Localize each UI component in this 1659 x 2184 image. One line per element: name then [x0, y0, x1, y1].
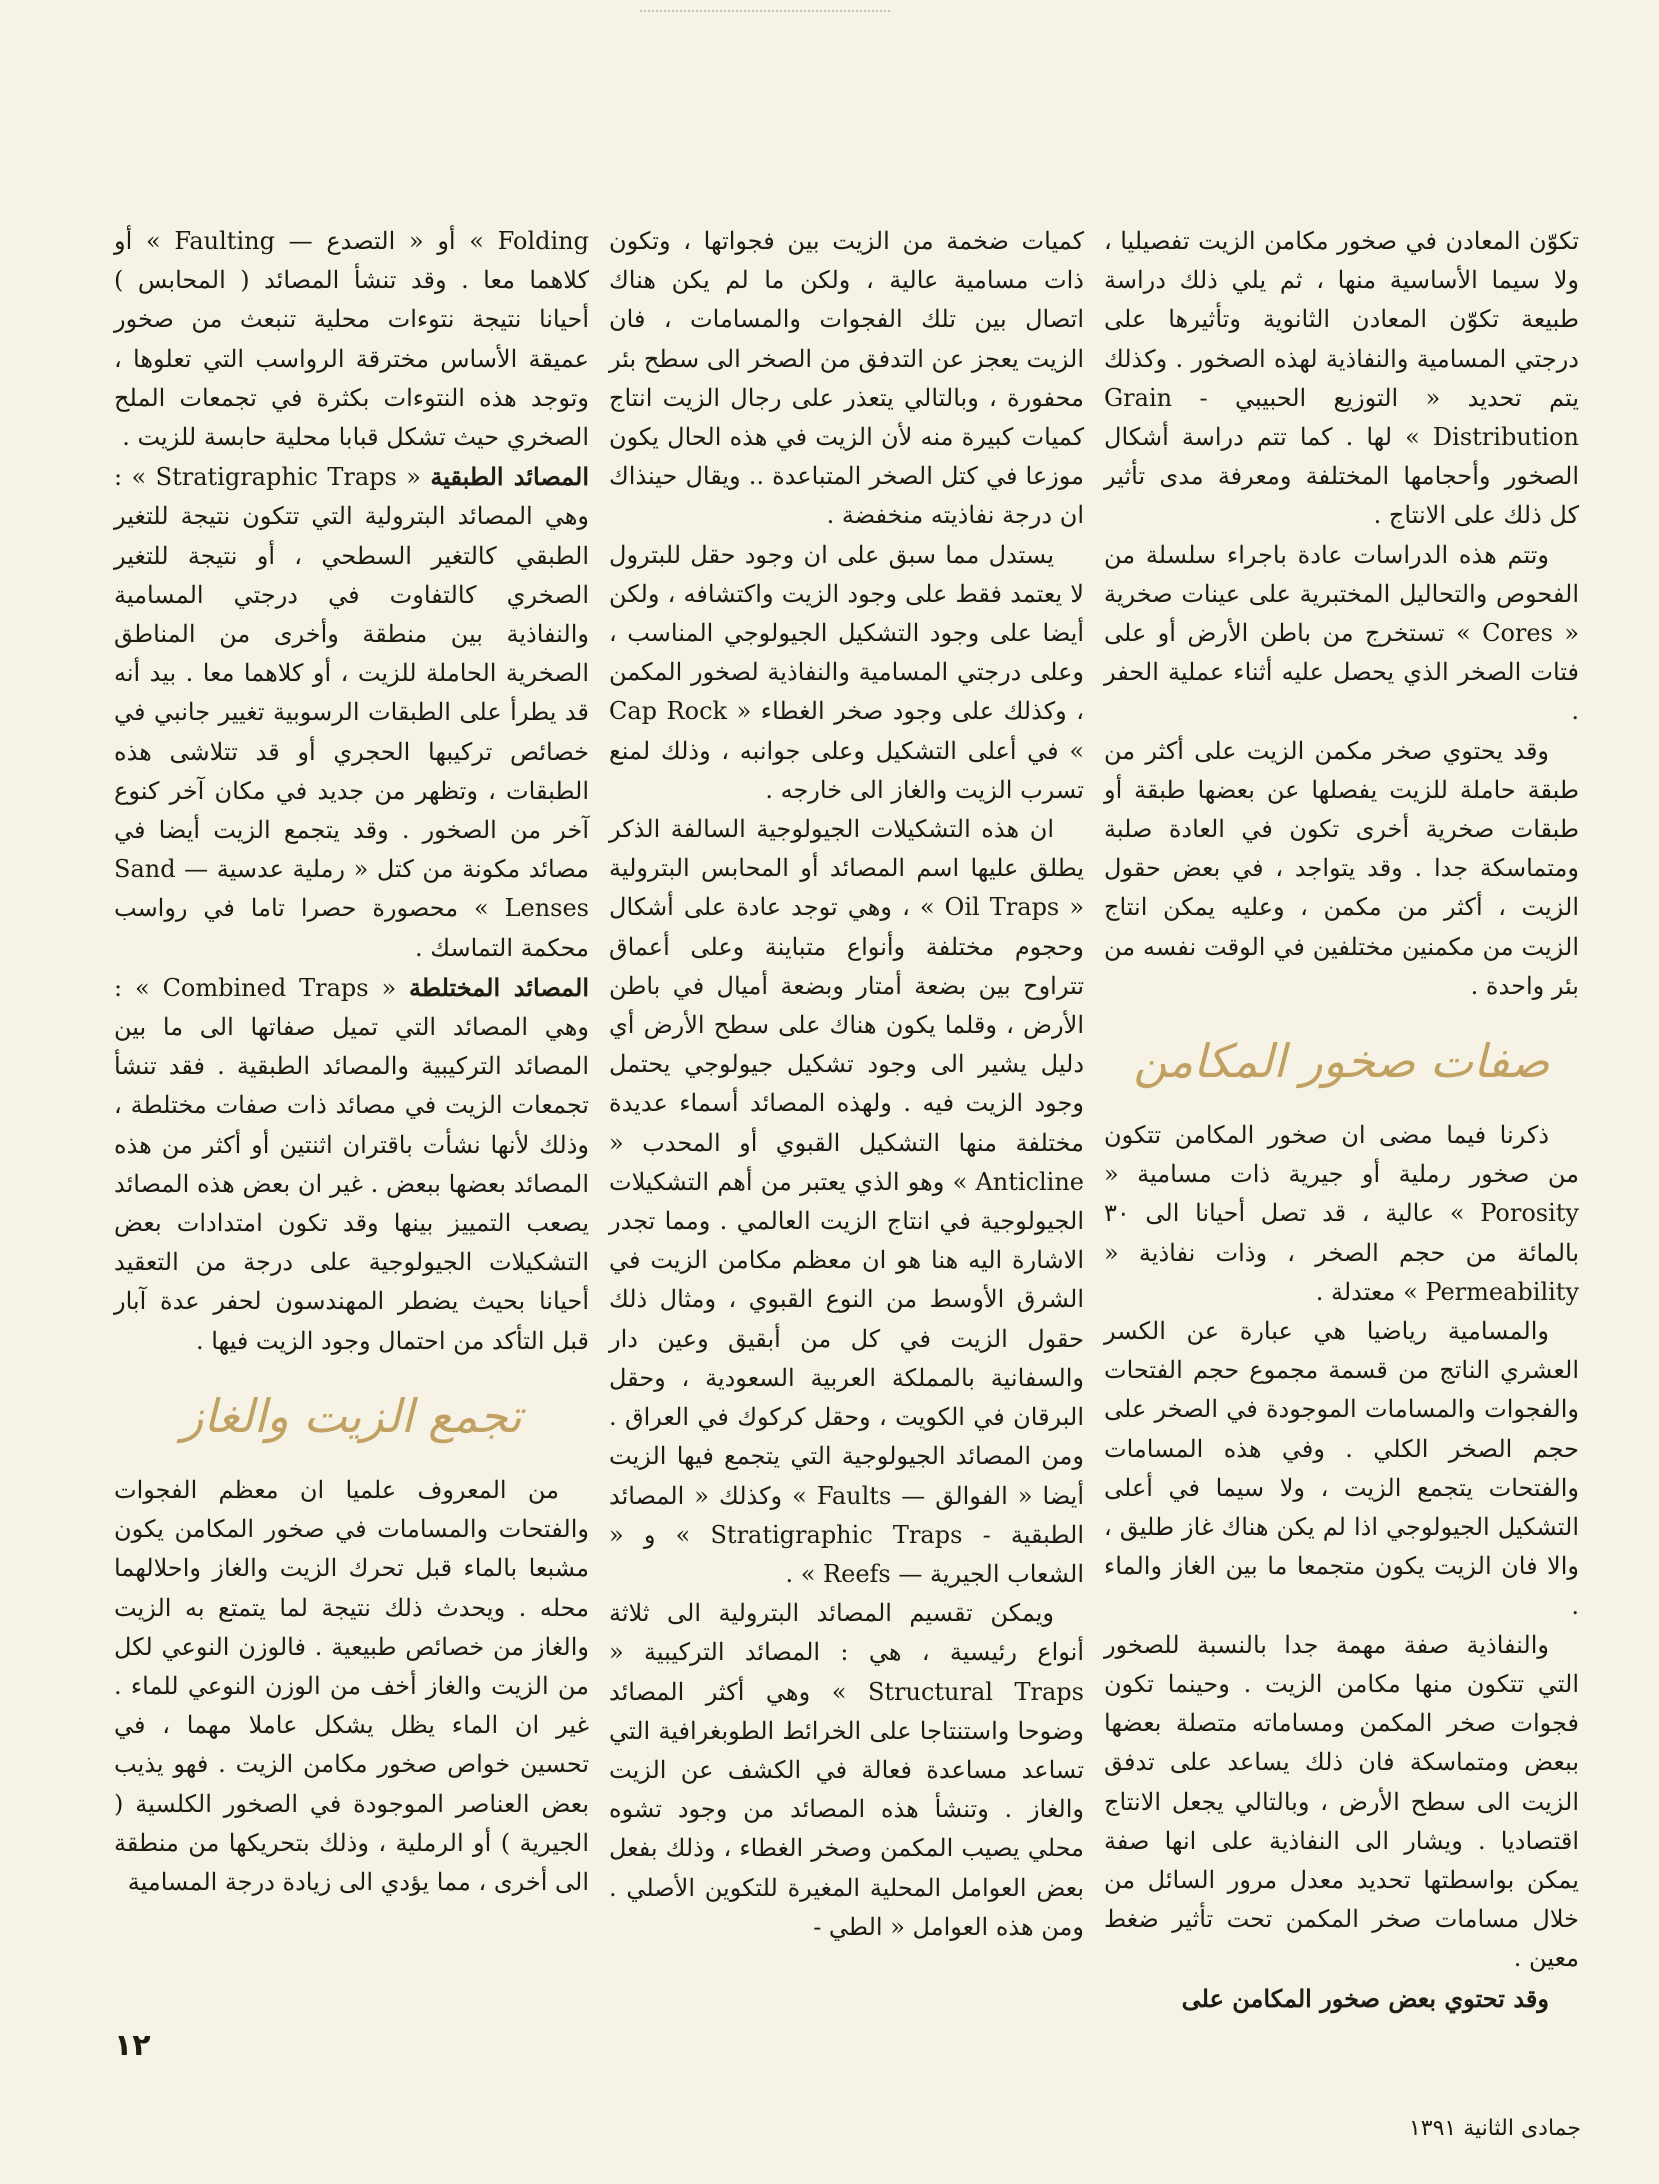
paragraph: Folding » أو « التصدع — Faulting » أو كلاهما معا . وقد تنشأ المصائد ( المحابس ) أحيانا نتيجة نتوءات محلية تنبعث من صخور عميقة الأساس مخترقة الرواسب التي تعلوها ، وتوجد هذه النتوءات بكثرة في تجمعات الملح الصخري حيث تشكل قبابا محلية حابسة للزيت . — [114, 227, 589, 452]
column-middle — [609, 222, 1084, 1947]
column-right — [1104, 222, 1579, 2018]
paragraph: ان هذه التشكيلات الجيولوجية السالفة الذكر يطلق عليها اسم المصائد أو المحابس البترولية « Oil Traps » ، وهي توجد عادة على أشكال وحجوم مختلفة وأنواع متباينة وعلى أعماق تتراوح بين بضعة أمتار وبضعة أميال في باطن الأرض ، وقلما يكون هناك على سطح الأرض أي دليل يشير الى وجود تشكيل جيولوجي يحتمل وجود الزيت فيه . ولهذه المصائد أسماء عديدة مختلفة منها التشكيل القبوي أو المحدب « Anticline » وهو الذي يعتبر من أهم التشكيلات الجيولوجية في انتاج الزيت العالمي . ومما تجدر الاشارة اليه هنا هو ان معظم مكامن الزيت في الشرق الأوسط من النوع القبوي ، ومثال ذلك حقول الزيت في كل من أبقيق وعين دار والسفانية بالمملكة العربية السعودية ، وحقل البرقان في الكويت ، وحقل كركوك في العراق . ومن المصائد الجيولوجية التي يتجمع فيها الزيت أيضا « الفوالق — Faults » وكذلك « المصائد الطبقية - Stratigraphic Traps » و « الشعاب الجيرية — Reefs » . — [609, 815, 1085, 1588]
paragraph: تكوّن المعادن في صخور مكامن الزيت تفصيليا ، ولا سيما الأساسية منها ، ثم يلي ذلك دراسة طبيعة تكوّن المعادن الثانوية وتأثيرها على درجتي المسامية والنفاذية لهذه الصخور . وكذلك يتم تحديد « التوزيع الحبيبي - Grain Distribution » لها . كما تتم دراسة أشكال الصخور وأحجامها المختلفة ومعرفة مدى تأثير كل ذلك على الانتاج . — [1104, 227, 1579, 530]
paragraph: والنفاذية صفة مهمة جدا بالنسبة للصخور التي تتكون منها مكامن الزيت . وحينما تكون فجوات صخر المكمن ومساماته متصلة بعضها ببعض ومتماسكة فان ذلك يساعد على تدفق الزيت الى سطح الأرض ، وبالتالي يجعل الانتاج اقتصاديا . ويشار الى النفاذية على انها صفة يمكن بواسطتها تحديد معدل مرور السائل من خلال مسامات صخر المكمن تحت تأثير ضغط معين . — [1104, 1630, 1579, 1973]
paragraph: من المعروف علميا ان معظم الفجوات والفتحات والمسامات في صخور المكامن يكون مشبعا بالماء قبل تحرك الزيت والغاز واحلالهما محله . ويحدث ذلك نتيجة لما يتمتع به الزيت والغاز من خصائص طبيعية . فالوزن النوعي لكل من الزيت والغاز أخف من الوزن النوعي للماء . غير ان الماء يظل يشكل عاملا مهما ، في تحسين خواص صخور مكامن الزيت . فهو يذيب بعض العناصر الموجودة في الصخور الكلسية ( الجيرية ) أو الرملية ، وذلك بتحريكها من منطقة الى أخرى ، مما يؤدي الى زيادة درجة المسامية — [114, 1475, 589, 1896]
paragraph: كميات ضخمة من الزيت بين فجواتها ، وتكون ذات مسامية عالية ، ولكن ما لم يكن هناك اتصال بين تلك الفجوات والمسامات ، فان الزيت يعجز عن التدفق من الصخر الى سطح بئر محفورة ، وبالتالي يتعذر على رجال الزيت انتاج كميات كبيرة منه لأن الزيت في هذه الحال يكون موزعا في كتل الصخر المتباعدة .. ويقال حينذاك ان درجة نفاذيته منخفضة . — [609, 227, 1084, 530]
paragraph: وقد تحتوي بعض صخور المكامن على — [1181, 1983, 1549, 2013]
paragraph: وتتم هذه الدراسات عادة باجراء سلسلة من الفحوص والتحاليل المختبرية على عينات صخرية « Cores » تستخرج من باطن الأرض أو على فتات الصخر الذي يحصل عليه أثناء عملية الحفر . — [1104, 540, 1579, 726]
paragraph — [114, 968, 589, 1361]
section-heading: تجمع الزيت والغاز — [181, 1388, 522, 1443]
paragraph — [114, 457, 589, 968]
column-left — [114, 222, 589, 1902]
paragraph: ويمكن تقسيم المصائد البترولية الى ثلاثة أنواع رئيسية ، هي : المصائد التركيبية « Structural Traps » وهي أكثر المصائد وضوحا واستنتاجا على الخرائط الطوبغرافية التي تساعد مساعدة فعالة في الكشف عن الزيت والغاز . وتنشأ هذه المصائد من وجود تشوه محلي يصيب المكمن وصخر الغطاء ، وذلك بفعل بعض العوامل المحلية المغيرة للتكوين الأصلي . ومن هذه العوامل « الطي - — [609, 1599, 1084, 1941]
paragraph: والمسامية رياضيا هي عبارة عن الكسر العشري الناتج من قسمة مجموع حجم الفتحات والفجوات والمسامات الموجودة في الصخر على حجم الصخر الكلي . وفي هذه المسامات والفتحات يتجمع الزيت ، ولا سيما في أعلى التشكيل الجيولوجي اذا لم يكن هناك غاز طليق ، والا فان الزيت يكون متجمعا ما بين الغاز والماء . — [1104, 1317, 1579, 1620]
top-decorative-mark — [640, 0, 890, 12]
paragraph: وقد يحتوي صخر مكمن الزيت على أكثر من طبقة حاملة للزيت يفصلها عن بعضها طبقة أو طبقات صخرية أخرى تكون في العادة صلبة ومتماسكة جدا . وقد يتواجد ، في بعض حقول الزيت ، أكثر من مكمن ، وعليه يمكن انتاج الزيت من مكمنين مختلفين في الوقت نفسه من بئر واحدة . — [1104, 736, 1579, 1000]
page-number: ١٢ — [114, 2028, 151, 2063]
paragraph: يستدل مما سبق على ان وجود حقل للبترول لا يعتمد فقط على وجود الزيت واكتشافه ، ولكن أيضا على وجود التشكيل الجيولوجي المناسب ، وعلى درجتي المسامية والنفاذية لصخور المكمن ، وكذلك على وجود صخر الغطاء « Cap Rock » في أعلى التشكيل وعلى جوانبه ، وذلك لمنع تسرب الزيت والغاز الى خارجه . — [609, 540, 1084, 804]
subheading: المصائد الطبقية — [430, 462, 590, 492]
paragraph-text: « Stratigraphic Traps » : وهي المصائد البترولية التي تتكون نتيجة للتغير الطبقي كالتغير السطحي ، أو نتيجة للتغير الصخري كالتفاوت في درجتي المسامية والنفاذية بين منطقة وأخرى من المناطق الصخرية الحاملة للزيت ، أو كلاهما معا . بيد أنه قد يطرأ على الطبقات الرسوبية تغيير جانبي في خصائص تركيبها الحجري أو قد تتلاشى هذه الطبقات ، وتظهر من جديد في مكان آخر كنوع آخر من الصخور . وقد يتجمع الزيت أيضا في مصائد مكونة من كتل « رملية عدسية — Sand Lenses » محصورة حصرا تاما في رواسب محكمة التماسك . — [114, 463, 589, 962]
paragraph: ذكرنا فيما مضى ان صخور المكامن تتكون من صخور رملية أو جيرية ذات مسامية « Porosity » عالية ، قد تصل أحيانا الى ٣٠ بالمائة من حجم الصخر ، وذات نفاذية « Permeability » معتدلة . — [1104, 1121, 1579, 1306]
subheading: المصائد المختلطة — [409, 972, 590, 1002]
paragraph-text: « Combined Traps » : وهي المصائد التي تميل صفاتها الى ما بين المصائد التركيبية والمصائد الطبقية . فقد تنشأ تجمعات الزيت في مصائد ذات صفات مختلطة ، وذلك لأنها نشأت باقتران اثنتين أو أكثر من هذه المصائد بعضها ببعض . غير ان بعض هذه المصائد يصعب التمييز بينها وقد تكون امتدادات بعض التشكيلات الجيولوجية على درجة من التعقيد أحيانا بحيث يضطر المهندسون لحفر عدة آبار قبل التأكد من احتمال وجود الزيت فيها . — [114, 973, 589, 1355]
footer-date: جمادى الثانية ١٣٩١ — [1408, 2116, 1581, 2141]
section-heading: صفات صخور المكامن — [1133, 1034, 1550, 1089]
